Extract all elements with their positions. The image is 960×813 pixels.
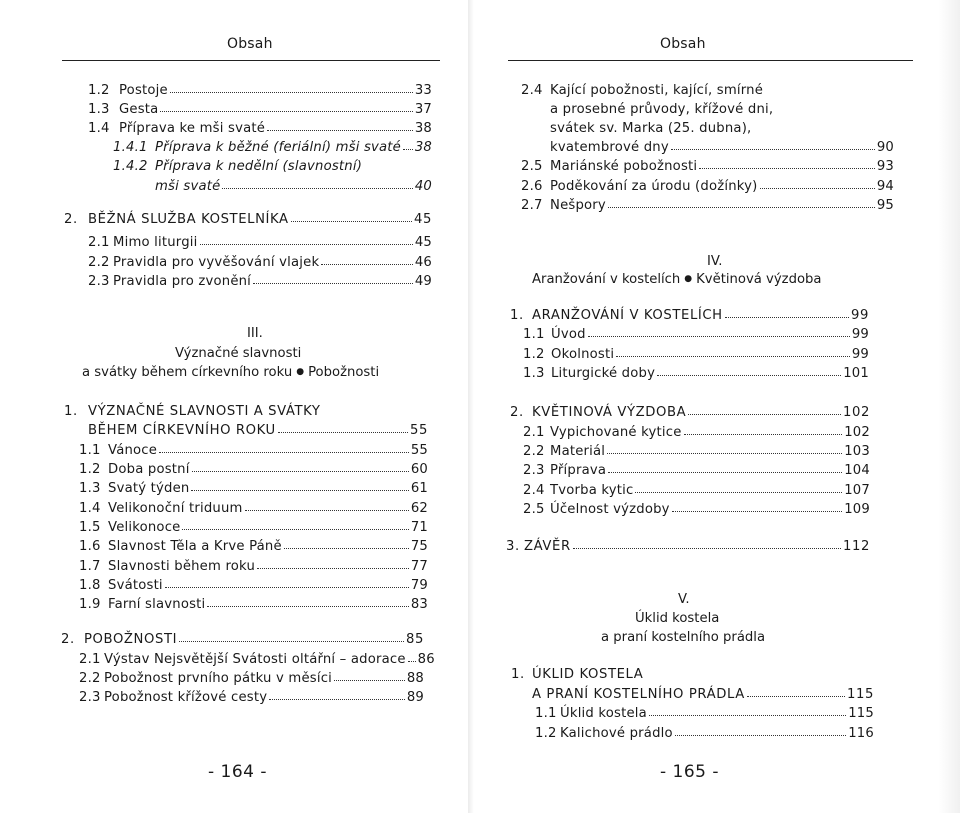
toc-entry-page: 88	[406, 671, 424, 686]
toc-entry-title: BĚHEM CÍRKEVNÍHO ROKU	[88, 423, 276, 438]
toc-entry	[535, 727, 874, 740]
toc-leader-dots	[747, 696, 845, 697]
toc-leader-dots	[257, 568, 409, 569]
toc-entry-page: 104	[844, 463, 870, 478]
toc-entry	[88, 236, 432, 249]
toc-entry-title: Příprava	[550, 463, 607, 478]
toc-leader-dots	[649, 715, 846, 716]
toc-entry	[113, 141, 432, 154]
toc-leader-dots	[635, 492, 842, 493]
toc-leader-dots	[573, 548, 841, 549]
toc-entry-title: Účelnost výzdoby	[550, 502, 670, 517]
toc-entry	[506, 540, 870, 553]
toc-leader-dots	[675, 735, 846, 736]
toc-entry-number: 1.3	[79, 481, 101, 496]
toc-entry-number: 2.3	[79, 690, 101, 705]
left-page	[0, 0, 468, 813]
toc-entry	[523, 367, 869, 380]
toc-entry-number: 2.4	[521, 83, 543, 98]
toc-entry	[64, 405, 321, 418]
toc-entry-number: 1.5	[79, 520, 101, 535]
toc-entry-number: 2.1	[88, 235, 110, 250]
toc-entry	[88, 84, 432, 97]
toc-entry-title: ARANŽOVÁNÍ V KOSTELÍCH	[532, 308, 723, 323]
toc-entry	[550, 103, 773, 116]
toc-entry-title: Postoje	[119, 83, 168, 98]
toc-entry-page: 99	[851, 347, 869, 362]
toc-entry-title: Doba postní	[108, 462, 190, 477]
toc-entry-title: ÚKLID KOSTELA	[532, 667, 644, 682]
toc-entry-title: BĚŽNÁ SLUŽBA KOSTELNÍKA	[88, 212, 289, 227]
toc-entry	[523, 348, 869, 361]
toc-entry	[79, 579, 428, 592]
toc-entry	[523, 426, 870, 439]
toc-entry-title: POBOŽNOSTI	[84, 632, 178, 647]
bullet-icon: ●	[296, 367, 305, 377]
toc-leader-dots	[671, 149, 875, 150]
toc-leader-dots	[191, 490, 408, 491]
toc-entry-page: 116	[848, 726, 874, 741]
toc-entry-title: Mariánské pobožnosti	[550, 159, 698, 174]
toc-entry-title: kvatembrové dny	[550, 140, 669, 155]
toc-entry-title: Úvod	[551, 327, 586, 342]
toc-entry-number: 2.5	[523, 502, 545, 517]
toc-entry-number: 3.	[506, 539, 520, 554]
toc-entry	[550, 141, 894, 154]
header-rule	[62, 60, 440, 61]
toc-entry	[523, 328, 869, 341]
toc-entry-number: 2.2	[523, 444, 545, 459]
gutter-shadow	[468, 0, 474, 813]
toc-entry-number: 2.3	[523, 463, 545, 478]
toc-entry-page: 62	[410, 501, 428, 516]
toc-leader-dots	[699, 168, 875, 169]
toc-entry-number: 1.4	[79, 501, 101, 516]
toc-entry	[79, 672, 424, 685]
toc-leader-dots	[278, 432, 408, 433]
toc-leader-dots	[253, 283, 413, 284]
toc-entry	[79, 652, 435, 667]
toc-leader-dots	[616, 356, 850, 357]
toc-entry-page: 38	[414, 121, 432, 136]
toc-leader-dots	[760, 188, 875, 189]
part-subtitle-b: Pobožnosti	[308, 365, 380, 380]
toc-entry-number: 1.4.1	[113, 140, 148, 155]
toc-leader-dots	[608, 207, 875, 208]
toc-entry-title: Velikonoce	[108, 520, 181, 535]
toc-entry-title: Gesta	[119, 102, 159, 117]
toc-leader-dots	[192, 471, 409, 472]
toc-entry-title: mši svaté	[155, 179, 221, 194]
toc-entry-title: Svatý týden	[108, 481, 190, 496]
toc-entry-title: Slavnost Těla a Krve Páně	[108, 539, 282, 554]
toc-entry-page: 40	[414, 179, 432, 194]
part-v-numeral: V.	[678, 592, 690, 607]
toc-entry	[88, 275, 432, 288]
toc-entry	[550, 122, 751, 135]
toc-entry-number: 2.	[61, 632, 75, 647]
toc-leader-dots	[408, 661, 416, 662]
toc-leader-dots	[269, 699, 405, 700]
toc-entry-title: Materiál	[550, 444, 606, 459]
toc-entry-title: Nešpory	[550, 198, 606, 213]
part-v-title: Úklid kostela	[635, 611, 720, 626]
toc-leader-dots	[334, 680, 405, 681]
toc-entry	[155, 180, 432, 193]
toc-entry-number: 1.	[510, 308, 524, 323]
toc-leader-dots	[267, 130, 413, 131]
toc-entry-number: 2.6	[521, 179, 543, 194]
toc-entry	[79, 482, 428, 495]
toc-entry-title: Pravidla pro zvonění	[113, 274, 252, 289]
toc-entry-title: Okolnosti	[551, 347, 615, 362]
toc-leader-dots	[725, 317, 849, 318]
toc-entry-page: 86	[417, 652, 435, 667]
toc-entry-number: 1.3	[88, 102, 110, 117]
toc-entry	[79, 560, 428, 573]
toc-leader-dots	[684, 434, 843, 435]
toc-entry-number: 2.2	[88, 255, 110, 270]
part-title: Význačné slavnosti	[175, 346, 302, 361]
toc-entry-page: 89	[406, 690, 424, 705]
toc-entry	[79, 463, 428, 476]
toc-entry-title: svátek sv. Marka (25. dubna),	[550, 121, 752, 136]
part-iv-title-a: Aranžování v kostelích	[532, 272, 681, 287]
header-rule	[508, 60, 913, 61]
toc-entry-number: 1.2	[535, 726, 557, 741]
toc-entry	[79, 598, 428, 611]
toc-entry-page: 115	[848, 706, 874, 721]
toc-entry-number: 1.7	[79, 559, 101, 574]
toc-entry	[79, 521, 428, 534]
toc-entry	[79, 444, 428, 457]
toc-entry-number: 1.1	[79, 443, 101, 458]
toc-entry	[521, 180, 894, 193]
toc-entry-number: 1.1	[535, 706, 557, 721]
toc-leader-dots	[245, 510, 409, 511]
toc-entry	[521, 160, 894, 173]
toc-entry-page: 90	[876, 140, 894, 155]
toc-entry	[532, 688, 874, 701]
toc-leader-dots	[222, 188, 412, 189]
toc-leader-dots	[672, 511, 843, 512]
toc-entry-page: 107	[844, 483, 870, 498]
toc-entry-title: Vánoce	[108, 443, 158, 458]
toc-leader-dots	[608, 472, 842, 473]
toc-entry-number: 1.	[64, 404, 78, 419]
toc-entry-number: 2.1	[79, 652, 101, 667]
part-iv-title	[532, 273, 821, 286]
toc-entry-title: Mimo liturgii	[113, 235, 198, 250]
toc-entry-title: Slavnosti během roku	[108, 559, 256, 574]
toc-entry-number: 2.2	[79, 671, 101, 686]
toc-entry-page: 33	[414, 83, 432, 98]
toc-entry-number: 1.1	[523, 327, 545, 342]
part-subtitle	[82, 366, 379, 379]
toc-leader-dots	[588, 336, 850, 337]
toc-entry-title: Příprava k běžné (feriální) mši svaté	[155, 140, 401, 155]
toc-entry-page: 103	[844, 444, 870, 459]
toc-leader-dots	[607, 453, 842, 454]
toc-entry-title: Vypichované kytice	[550, 425, 682, 440]
toc-entry-page: 55	[410, 443, 428, 458]
toc-entry-page: 109	[844, 502, 870, 517]
toc-entry-title: Farní slavnosti	[108, 597, 206, 612]
part-numeral: III.	[247, 326, 263, 341]
toc-entry-page: 99	[851, 327, 869, 342]
toc-entry-number: 2.7	[521, 198, 543, 213]
toc-entry-page: 77	[410, 559, 428, 574]
toc-entry	[79, 540, 428, 553]
toc-entry	[79, 691, 424, 704]
toc-leader-dots	[657, 375, 841, 376]
toc-entry-title: ZÁVĚR	[524, 539, 571, 554]
toc-entry-number: 1.4.2	[113, 159, 148, 174]
toc-entry-number: 1.6	[79, 539, 101, 554]
toc-leader-dots	[200, 244, 413, 245]
toc-entry-page: 115	[847, 687, 874, 702]
toc-entry	[523, 445, 870, 458]
toc-entry-page: 49	[414, 274, 432, 289]
toc-entry-title: Příprava ke mši svaté	[119, 121, 266, 136]
toc-entry-page: 93	[876, 159, 894, 174]
toc-entry-number: 2.5	[521, 159, 543, 174]
toc-entry	[64, 213, 432, 226]
running-head: Obsah	[660, 36, 706, 52]
toc-leader-dots	[207, 606, 408, 607]
toc-entry-page: 45	[414, 235, 432, 250]
toc-entry	[88, 103, 432, 116]
toc-entry	[511, 668, 643, 681]
toc-entry-title: Pravidla pro vyvěšování vlajek	[113, 255, 320, 270]
toc-entry-page: 46	[414, 255, 432, 270]
toc-entry-page: 102	[843, 405, 870, 420]
bullet-icon: ●	[684, 274, 693, 284]
toc-entry-page: 83	[410, 597, 428, 612]
toc-entry	[113, 160, 362, 173]
toc-entry-number: 1.9	[79, 597, 101, 612]
toc-entry-page: 60	[410, 462, 428, 477]
toc-entry-page: 37	[414, 102, 432, 117]
toc-entry-title: Tvorba kytic	[550, 483, 634, 498]
toc-leader-dots	[688, 414, 841, 415]
toc-entry	[79, 502, 428, 515]
toc-entry	[61, 633, 424, 646]
toc-entry-title: a prosebné průvody, křížové dni,	[550, 102, 774, 117]
toc-entry-page: 61	[410, 481, 428, 496]
toc-entry-title: Poděkování za úrodu (dožínky)	[550, 179, 758, 194]
toc-entry-number: 1.4	[88, 121, 110, 136]
toc-leader-dots	[182, 529, 408, 530]
part-iv-numeral: IV.	[707, 254, 723, 269]
toc-entry-number: 1.2	[523, 347, 545, 362]
toc-leader-dots	[403, 149, 413, 150]
toc-leader-dots	[159, 452, 409, 453]
part-subtitle-a: a svátky během církevního roku	[82, 365, 293, 380]
toc-entry-title: Pobožnost křížové cesty	[104, 690, 268, 705]
toc-entry-number: 1.8	[79, 578, 101, 593]
toc-entry-page: 75	[410, 539, 428, 554]
toc-entry-number: 1.2	[88, 83, 110, 98]
toc-entry-number: 2.3	[88, 274, 110, 289]
toc-entry-title: Kalichové prádlo	[560, 726, 673, 741]
toc-entry-title: Kající pobožnosti, kající, smírné	[550, 83, 764, 98]
toc-entry-number: 2.4	[523, 483, 545, 498]
running-head: Obsah	[227, 36, 273, 52]
toc-entry-page: 38	[414, 140, 432, 155]
toc-entry-number: 1.3	[523, 366, 545, 381]
toc-leader-dots	[291, 221, 412, 222]
toc-entry-page: 94	[876, 179, 894, 194]
toc-entry-title: A PRANÍ KOSTELNÍHO PRÁDLA	[532, 687, 745, 702]
toc-entry-title: Úklid kostela	[560, 706, 647, 721]
toc-entry	[521, 84, 763, 97]
toc-leader-dots	[179, 641, 404, 642]
page-number: - 164 -	[208, 762, 268, 782]
toc-entry	[521, 199, 894, 212]
toc-leader-dots	[160, 111, 412, 112]
part-v-subtitle: a praní kostelního prádla	[601, 630, 766, 645]
toc-entry-title: Liturgické doby	[551, 366, 656, 381]
toc-entry-title: KVĚTINOVÁ VÝZDOBA	[532, 405, 687, 420]
toc-leader-dots	[170, 92, 413, 93]
toc-entry-page: 45	[414, 212, 432, 227]
toc-entry-page: 55	[410, 423, 428, 438]
toc-entry-number: 1.2	[79, 462, 101, 477]
toc-entry	[510, 406, 870, 419]
toc-entry-number: 2.	[510, 405, 524, 420]
right-page	[468, 0, 960, 813]
toc-entry	[88, 122, 432, 135]
toc-entry-title: VÝZNAČNÉ SLAVNOSTI A SVÁTKY	[88, 404, 321, 419]
toc-entry-page: 71	[410, 520, 428, 535]
toc-entry	[88, 256, 432, 269]
toc-entry	[523, 484, 870, 497]
toc-entry	[88, 424, 428, 437]
toc-entry	[523, 464, 870, 477]
toc-entry	[523, 503, 870, 516]
toc-leader-dots	[321, 264, 413, 265]
toc-entry-page: 95	[876, 198, 894, 213]
toc-entry-title: Svátosti	[108, 578, 163, 593]
toc-entry-page: 102	[844, 425, 870, 440]
toc-entry	[535, 707, 874, 720]
toc-entry-page: 101	[843, 366, 869, 381]
toc-entry-number: 2.1	[523, 425, 545, 440]
page-number: - 165 -	[660, 762, 720, 782]
toc-entry	[510, 309, 869, 322]
toc-entry-number: 2.	[64, 212, 78, 227]
toc-entry-number: 1.	[511, 667, 525, 682]
part-iv-title-b: Květinová výzdoba	[696, 272, 822, 287]
toc-leader-dots	[165, 587, 409, 588]
toc-entry-title: Pobožnost prvního pátku v měsíci	[104, 671, 333, 686]
toc-entry-title: Příprava k nedělní (slavnostní)	[155, 159, 363, 174]
toc-entry-title: Velikonoční triduum	[108, 501, 243, 516]
toc-entry-title: Výstav Nejsvětější Svátosti oltářní – adorace	[104, 652, 406, 667]
toc-entry-page: 99	[851, 308, 869, 323]
toc-entry-page: 79	[410, 578, 428, 593]
toc-entry-page: 112	[843, 539, 870, 554]
toc-leader-dots	[284, 548, 409, 549]
page-edge-shadow	[938, 0, 960, 813]
toc-entry-page: 85	[406, 632, 424, 647]
